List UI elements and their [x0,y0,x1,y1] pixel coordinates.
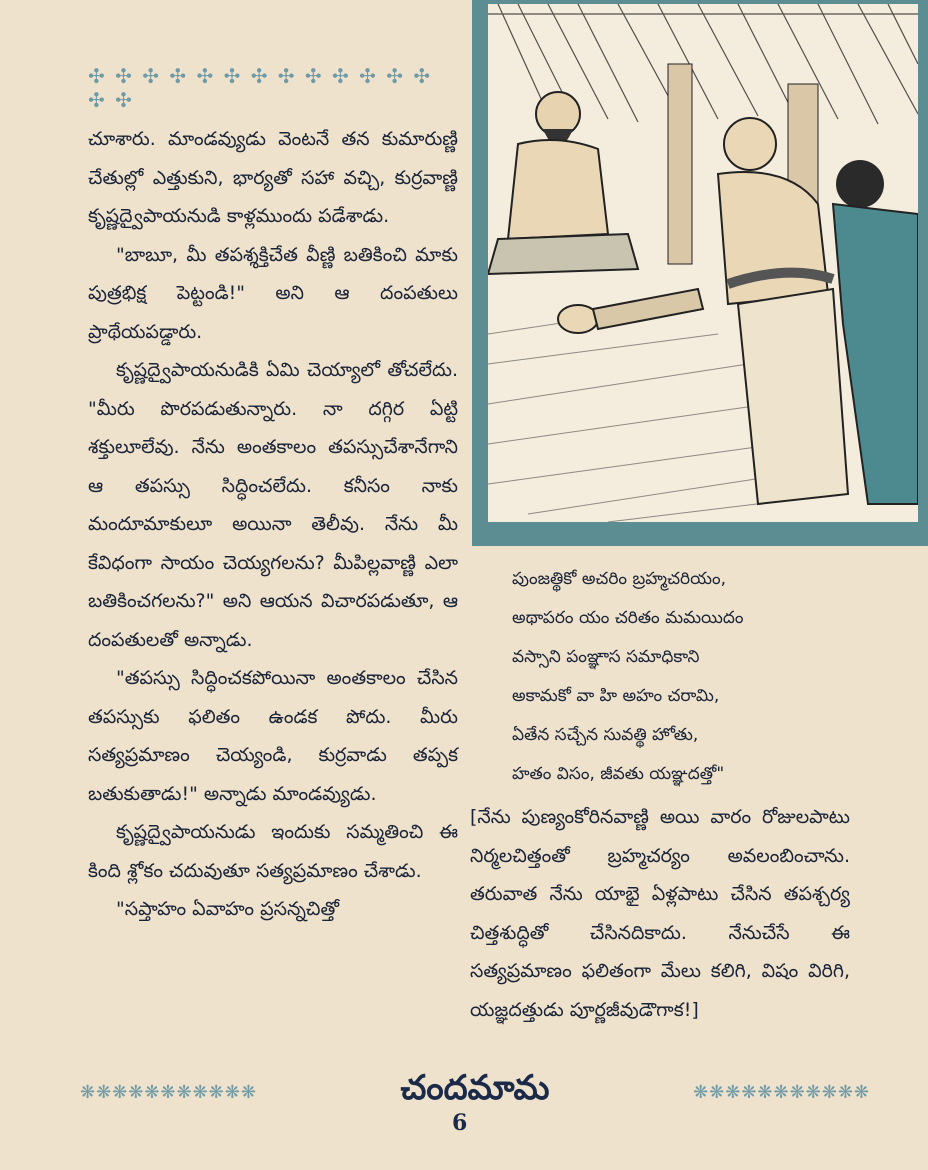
paragraph: "సప్తాహం ఏవాహం ప్రసన్నచిత్తో [116,898,340,920]
paragraph: "బాబూ, మీ తపశ్శక్తిచేత వీణ్ణి బతికించి మాకు పుత్రభిక్ష పెట్టండి!" అని ఆ దంపతులు ప్రాథేయపడ్డారు. [88,243,458,343]
pali-verse [470,560,850,794]
paragraph: కృష్ణద్వైపాయనుడికి ఏమి చెయ్యాలో తోచలేదు. "మీరు పొరపడుతున్నారు. నా దగ్గిర ఏట్టి శక్తులూలేవు. నేను అంతకాలం తపస్సుచేశానేగాని ఆ తపస్సు సిద్ధించలేదు. కనీసం నాకు మందూమాకులూ అయినా తెలీవు. నేను మీ కేవిధంగా సాయం చెయ్యగలను? మీపిల్లవాణ్ణి ఎలా బతికించగలను?" అని ఆయన విచారపడుతూ, ఆ దంపతులతో అన్నాడు. [88,359,458,651]
page-number: 6 [452,1110,468,1136]
right-column [470,560,850,1029]
illustration-drawing [488,4,918,522]
verse-line: హతం విసం, జీవతు యఞ్ఞదత్తో" [512,764,725,784]
footer-ornament-right: ❋❋❋❋❋❋❋❋❋❋❋ [693,1081,870,1103]
verse-line: పుంజత్థికో అచరిం బ్రహ్మచరియం, [512,569,726,589]
left-column [88,120,458,929]
paragraph: చూశారు. మాండవ్యుడు వెంటనే తన కుమారుణ్ణి చేతుల్లో ఎత్తుకుని, భార్యతో సహా వచ్చి, కుర్రవాణ్ణి కృష్ణద్వైపాయనుడి కాళ్లముందు పడేశాడు. [88,128,458,227]
paragraph: "తపస్సు సిద్ధించకపోయినా అంతకాలం చేసిన తపస్సుకు ఫలితం ఉండక పోదు. మీరు సత్యప్రమాణం చెయ్యండి, కుర్రవాడు తప్పక బతుకుతాడు!" అన్నాడు మాండవ్యుడు. [88,667,458,805]
story-illustration [472,0,928,546]
verse-translation: [నేను పుణ్యంకోరినవాణ్ణి అయి వారం రోజులపాటు నిర్మలచిత్తంతో బ్రహ్మచర్యం అవలంబించాను. తరువాత నేను యాభై ఏళ్లపాటు చేసిన తపశ్చర్య చిత్తశుద్ధితో చేసినదికాదు. నేనుచేసే ఈ సత్యప్రమాణం ఫలితంగా మేలు కలిగి, విషం విరిగి, యజ్ఞదత్తుడు పూర్ణజీవుడౌగాక!] [470,806,850,1021]
footer-ornament-left: ❋❋❋❋❋❋❋❋❋❋❋ [80,1081,257,1103]
magazine-title: చందమామ [400,1068,550,1108]
verse-line: వస్సాని పంఞ్ఞాస సమాధికాని [512,647,700,667]
paragraph: కృష్ణద్వైపాయనుడు ఇందుకు సమ్మతించి ఈ కింది శ్లోకం చదువుతూ సత్యప్రమాణం చేశాడు. [88,821,458,882]
top-ornament [88,64,456,112]
verse-line: అకామకో వా హి అహం చరామి, [512,686,720,706]
page-footer [80,1070,870,1114]
ornament-stars: ✣ ✣ ✣ ✣ ✣ ✣ ✣ ✣ ✣ ✣ ✣ ✣ ✣ ✣ ✣ [88,64,433,112]
verse-line: ఏతేన సచ్చేన సువత్థి హోతు, [512,725,699,745]
verse-line: అథాపరం యం చరితం మమయిదం [512,608,744,628]
